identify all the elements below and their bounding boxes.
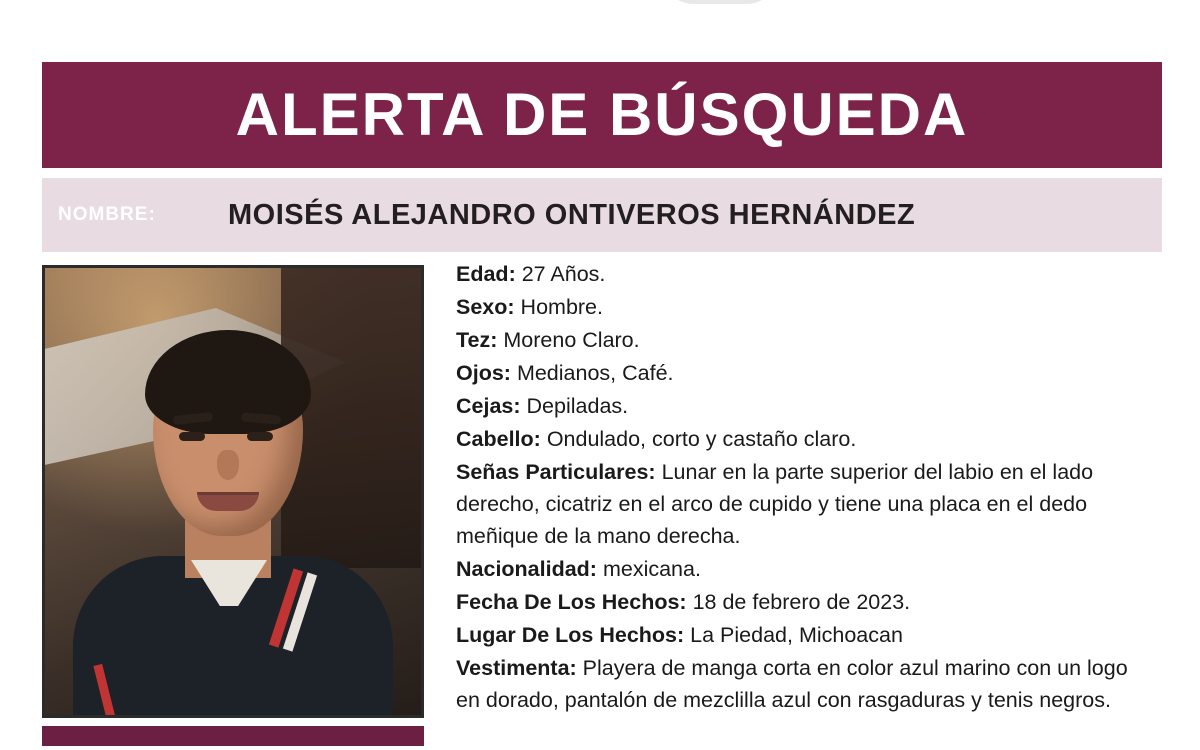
photo-caption-bar (42, 726, 424, 746)
details-list (456, 258, 1156, 717)
page-title: ALERTA DE BÚSQUEDA (235, 81, 969, 148)
photo-column (42, 252, 434, 750)
detail-row (456, 258, 1156, 290)
photo-eye-right (247, 432, 273, 441)
detail-label: Cejas: (456, 394, 521, 419)
name-label: NOMBRE: (58, 204, 156, 225)
detail-value: Ondulado, corto y castaño claro. (546, 427, 857, 452)
detail-row (456, 423, 1156, 455)
detail-value: mexicana. (602, 557, 701, 582)
detail-label: Ojos: (456, 361, 511, 386)
person-photo (42, 265, 424, 718)
person-name: MOISÉS ALEJANDRO ONTIVEROS HERNÁNDEZ (228, 198, 916, 231)
top-white-strip (0, 0, 1200, 40)
alert-banner (42, 62, 1162, 168)
detail-label: Edad: (456, 262, 516, 286)
detail-label: Señas Particulares: (456, 460, 656, 485)
detail-row (456, 652, 1156, 716)
detail-label: Sexo: (456, 295, 515, 320)
detail-value: Playera de manga corta en color azul marino con un logo en dorado, pantalón de mezclilla azul con rasgaduras y tenis negros. (456, 656, 1128, 713)
photo-eye-left (179, 432, 205, 441)
detail-row (456, 390, 1156, 422)
detail-value: Medianos, Café. (516, 361, 674, 386)
photo-shadow-region (281, 268, 424, 568)
detail-label: Tez: (456, 328, 498, 353)
detail-label: Lugar De Los Hechos: (456, 623, 685, 648)
detail-value: Lunar en la parte superior del labio en el lado derecho, cicatriz en el arco de cupido y tiene una placa en el dedo meñique de la mano derecha. (456, 460, 1094, 549)
photo-mouth (197, 492, 259, 511)
detail-label: Cabello: (456, 427, 541, 452)
detail-label: Vestimenta: (456, 656, 577, 681)
detail-value: 27 Años. (521, 262, 606, 286)
detail-value: Moreno Claro. (503, 328, 640, 353)
detail-row (456, 586, 1156, 618)
detail-row (456, 456, 1156, 552)
detail-label: Fecha De Los Hechos: (456, 590, 687, 615)
detail-value: Hombre. (520, 295, 603, 320)
detail-row (456, 619, 1156, 651)
detail-value: La Piedad, Michoacan (690, 623, 903, 648)
detail-label: Nacionalidad: (456, 557, 597, 582)
detail-value: Depiladas. (526, 394, 629, 419)
name-band (42, 178, 1162, 252)
detail-row (456, 357, 1156, 389)
detail-value: 18 de febrero de 2023. (692, 590, 911, 615)
detail-row (456, 291, 1156, 323)
photo-nose (217, 450, 239, 480)
detail-row (456, 324, 1156, 356)
detail-row (456, 553, 1156, 585)
